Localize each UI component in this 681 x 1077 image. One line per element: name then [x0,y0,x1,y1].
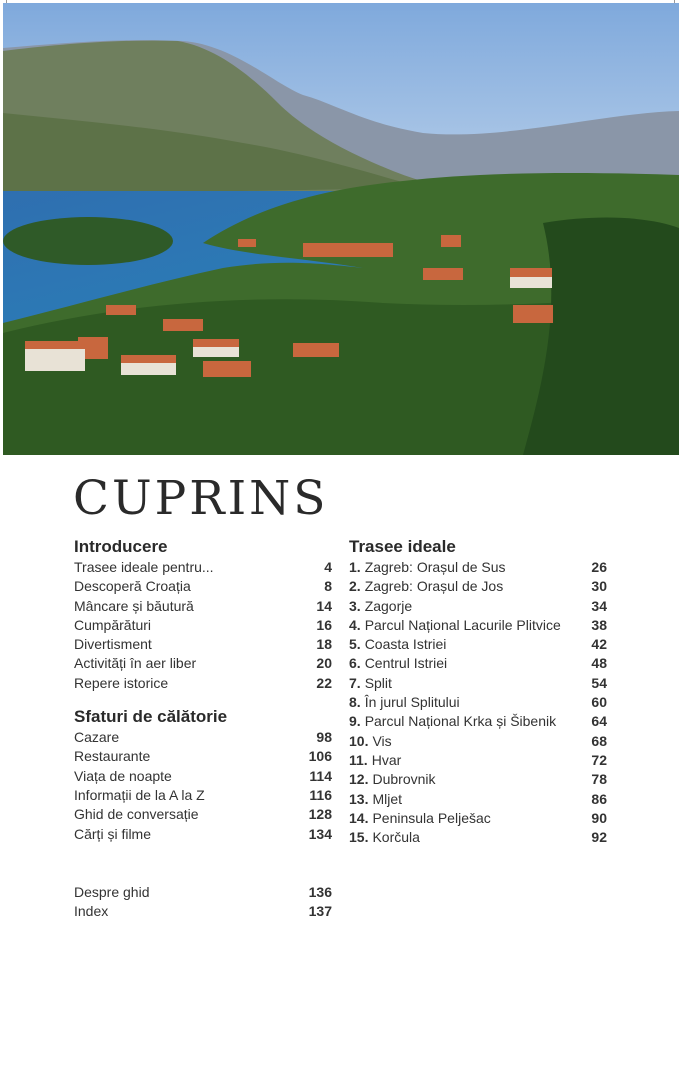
cover-photo [3,3,679,455]
toc-entry-page: 64 [591,713,607,730]
route-number: 10. [349,732,369,749]
toc-entry[interactable] [349,790,607,809]
toc-entry-page: 114 [309,767,332,784]
toc-entry-label: Despre ghid [74,883,150,900]
toc-entry-page: 18 [316,636,332,653]
route-number: 3. [349,597,361,614]
toc-entry[interactable] [74,635,332,654]
route-number: 13. [349,790,369,807]
toc-entry-page: 78 [591,771,607,788]
toc-entry[interactable] [349,770,607,789]
toc-entry-page: 116 [309,786,332,803]
toc-entry[interactable] [74,825,332,844]
section-heading: Introducere [74,537,168,556]
route-number: 12. [349,771,369,788]
toc-entry[interactable] [349,635,607,654]
toc-entry[interactable] [349,809,607,828]
toc-entry-page: 20 [316,655,332,672]
toc-entry-label: Descoperă Croația [74,578,191,595]
toc-entry[interactable] [74,747,332,766]
toc-entry-label: Centrul Istriei [364,655,448,672]
toc-entry-label: Informații de la A la Z [74,786,205,803]
toc-entry-page: 134 [308,825,332,842]
islet [3,217,173,265]
toc-entry-page: 38 [591,616,607,633]
toc-entry-page: 16 [316,616,332,633]
toc-entry-page: 42 [591,636,607,653]
toc-entry-label: Index [74,903,109,920]
toc-entry-page: 60 [591,694,607,711]
toc-entry[interactable] [74,902,332,921]
toc-entry-label: Ghid de conversație [74,806,199,823]
toc-entry[interactable] [74,674,332,693]
toc-entry[interactable] [349,751,607,770]
toc-entry-page: 137 [308,903,332,920]
route-number: 5. [349,636,361,653]
toc-entry-label: Zagorje [364,597,413,614]
toc-entry-label: Cazare [74,729,120,746]
toc-entry-label: Restaurante [74,748,151,765]
toc-entry[interactable] [349,577,607,596]
toc-entry-label: Viața de noapte [74,767,172,784]
toc-entry-label: Mâncare și băutură [74,597,194,614]
toc-entry[interactable] [349,732,607,751]
toc-entry[interactable] [349,674,607,693]
toc-entry[interactable] [349,616,607,635]
toc-entry[interactable] [74,883,332,902]
toc-left-column [74,535,332,921]
toc-entry-label: Coasta Istriei [364,636,447,653]
toc-entry-label: Repere istorice [74,674,169,691]
route-number: 15. [349,829,369,846]
toc-entry[interactable] [74,654,332,673]
toc-entry-page: 34 [591,597,607,614]
toc-entry-label: Divertisment [74,636,152,653]
toc-entry-label: Activități în aer liber [74,655,197,672]
route-number: 1. [349,559,361,575]
toc-entry-page: 98 [316,729,332,746]
toc-entry-label: Vis [372,732,392,749]
toc-entry-page: 26 [591,559,607,575]
toc-entry-label: În jurul Splitului [364,694,460,711]
toc-entry-page: 90 [591,809,607,826]
toc-entry-label: Trasee ideale pentru... [74,559,214,575]
toc-entry-page: 8 [324,578,332,595]
toc-entry-label: Korčula [372,829,420,846]
toc-entry-page: 106 [308,748,332,765]
toc-entry-page: 86 [591,790,607,807]
section-heading: Trasee ideale [349,537,456,556]
toc-entry[interactable] [349,597,607,616]
toc-entry-label: Hvar [371,751,402,768]
toc-entry-page: 4 [324,559,332,575]
toc-entry[interactable] [349,712,607,731]
toc-entry-page: 30 [591,578,607,595]
route-number: 9. [349,713,361,730]
toc-entry-page: 14 [316,597,332,614]
toc-entry-page: 54 [591,674,607,691]
toc-entry-label: Dubrovnik [372,771,436,788]
page-title: CUPRINS [73,471,329,526]
toc-entry[interactable] [349,654,607,673]
route-number: 2. [349,578,361,595]
toc-entry[interactable] [74,786,332,805]
route-number: 14. [349,809,369,826]
toc-entry-label: Parcul Național Krka și Šibenik [364,713,557,730]
route-number: 7. [349,674,361,691]
toc-entry-label: Zagreb: Orașul de Jos [364,578,504,595]
toc-entry-page: 22 [316,674,332,691]
toc-entry-page: 68 [591,732,607,749]
toc-entry-label: Cărți și filme [74,825,152,842]
toc-entry-label: Cumpărături [74,616,152,633]
toc-entry[interactable] [74,616,332,635]
toc-entry-label: Parcul Național Lacurile Plitvice [364,616,561,633]
toc-right-column [349,535,607,847]
toc-entry[interactable] [349,828,607,847]
toc-entry-page: 92 [591,829,607,846]
toc-entry-label: Mljet [372,790,403,807]
toc-entry[interactable] [74,805,332,824]
route-number: 11. [349,751,368,768]
toc-entry-page: 72 [591,751,607,768]
toc-entry-label: Peninsula Pelješac [372,809,491,826]
toc-entry-page: 128 [308,806,332,823]
toc-entry-label: Zagreb: Orașul de Sus [364,559,506,575]
route-number: 4. [349,616,361,633]
toc-entry[interactable] [74,728,332,747]
toc-entry-label: Split [364,674,392,691]
route-number: 6. [349,655,361,672]
toc-entry-page: 136 [308,883,332,900]
route-number: 8. [349,694,361,711]
toc-entry[interactable] [349,693,607,712]
toc-entry[interactable] [74,767,332,786]
section-heading: Sfaturi de călătorie [74,707,228,727]
toc-entry[interactable] [74,577,332,596]
toc-entry[interactable] [74,597,332,616]
toc-entry[interactable] [74,558,332,577]
toc-entry-page: 48 [591,655,607,672]
toc-entry[interactable] [349,558,607,577]
